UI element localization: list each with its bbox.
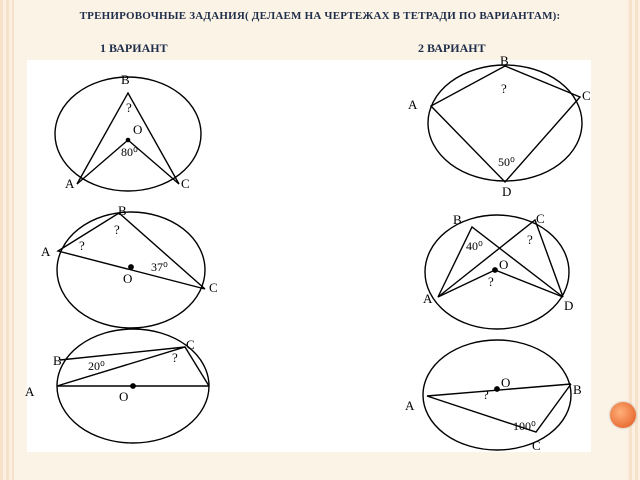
- diagram-6-center: [495, 387, 499, 391]
- variant-1-heading: 1 ВАРИАНТ: [100, 41, 168, 55]
- left-decor-stripe: [0, 0, 14, 480]
- diagram-4: [423, 211, 573, 329]
- diagram-1: [55, 72, 201, 191]
- diagram-3-label-o: O: [123, 271, 133, 286]
- drawing-board: [25, 53, 591, 453]
- diagram-6-label-o: O: [501, 375, 511, 390]
- diagram-1-angle: 80⁰: [121, 145, 138, 159]
- diagram-4-central-angle: [438, 270, 563, 297]
- diagram-6-angle: 100⁰: [513, 419, 536, 433]
- diagram-3-label-c: C: [209, 280, 218, 295]
- diagram-3-unknown-b: ?: [114, 222, 120, 237]
- diagram-1-label-b: B: [121, 72, 130, 87]
- diagram-3: [41, 203, 218, 328]
- diagram-6-label-b: B: [573, 382, 582, 397]
- diagram-2-label-a: A: [408, 97, 418, 112]
- diagram-5: [25, 329, 209, 443]
- diagram-6: [405, 340, 582, 453]
- diagram-4-unknown-c: ?: [527, 232, 533, 247]
- diagram-6-label-a: A: [405, 398, 415, 413]
- diagram-6-label-c: C: [532, 438, 541, 453]
- diagram-4-label-d: D: [564, 298, 574, 313]
- variant-2-heading: 2 ВАРИАНТ: [418, 41, 486, 55]
- diagram-1-center: [126, 138, 129, 141]
- diagram-4-label-b: B: [453, 212, 462, 227]
- diagram-5-label-b: B: [53, 353, 62, 368]
- diagram-3-label-b: B: [118, 203, 127, 218]
- diagram-1-unknown: ?: [126, 100, 132, 115]
- diagram-5-center: [131, 384, 135, 388]
- page-title: ТРЕНИРОВОЧНЫЕ ЗАДАНИЯ( ДЕЛАЕМ НА ЧЕРТЕЖАХ В ТЕТРАДИ ПО ВАРИАНТАМ):: [79, 10, 561, 22]
- diagram-1-label-a: A: [65, 176, 75, 191]
- diagram-4-label-c: C: [536, 211, 545, 226]
- diagram-2-unknown: ?: [501, 81, 507, 96]
- diagram-4-center: [493, 268, 497, 272]
- diagram-5-label-c: C: [186, 337, 195, 352]
- diagram-2-label-d: D: [502, 184, 512, 199]
- diagram-2-label-c: C: [582, 88, 591, 103]
- diagram-6-unknown: ?: [483, 387, 489, 402]
- diagram-5-angle: 20⁰: [88, 359, 105, 373]
- diagram-3-angle: 37⁰: [151, 260, 168, 274]
- diagram-1-label-o: O: [133, 122, 143, 137]
- diagram-3-label-a: A: [41, 244, 51, 259]
- diagram-2-label-b: B: [500, 53, 509, 68]
- diagram-5-unknown: ?: [172, 350, 178, 365]
- diagram-3-unknown-a: ?: [79, 238, 85, 253]
- diagram-5-label-o: O: [119, 389, 129, 404]
- diagram-6-inscribed-angle: [427, 384, 571, 432]
- diagram-4-angle: 40⁰: [466, 239, 483, 253]
- diagram-2: [408, 53, 591, 199]
- geometry-diagrams: [25, 53, 591, 453]
- diagram-5-chord: [60, 347, 185, 360]
- diagram-1-label-c: C: [181, 176, 190, 191]
- diagram-5-label-a: A: [25, 384, 35, 399]
- diagram-4-label-a: A: [423, 291, 433, 306]
- diagram-2-angle: 50⁰: [498, 155, 515, 169]
- diagram-4-label-o: O: [499, 257, 509, 272]
- next-slide-button[interactable]: [610, 402, 636, 428]
- diagram-3-center: [129, 265, 133, 269]
- diagram-4-unknown-o: ?: [488, 274, 494, 289]
